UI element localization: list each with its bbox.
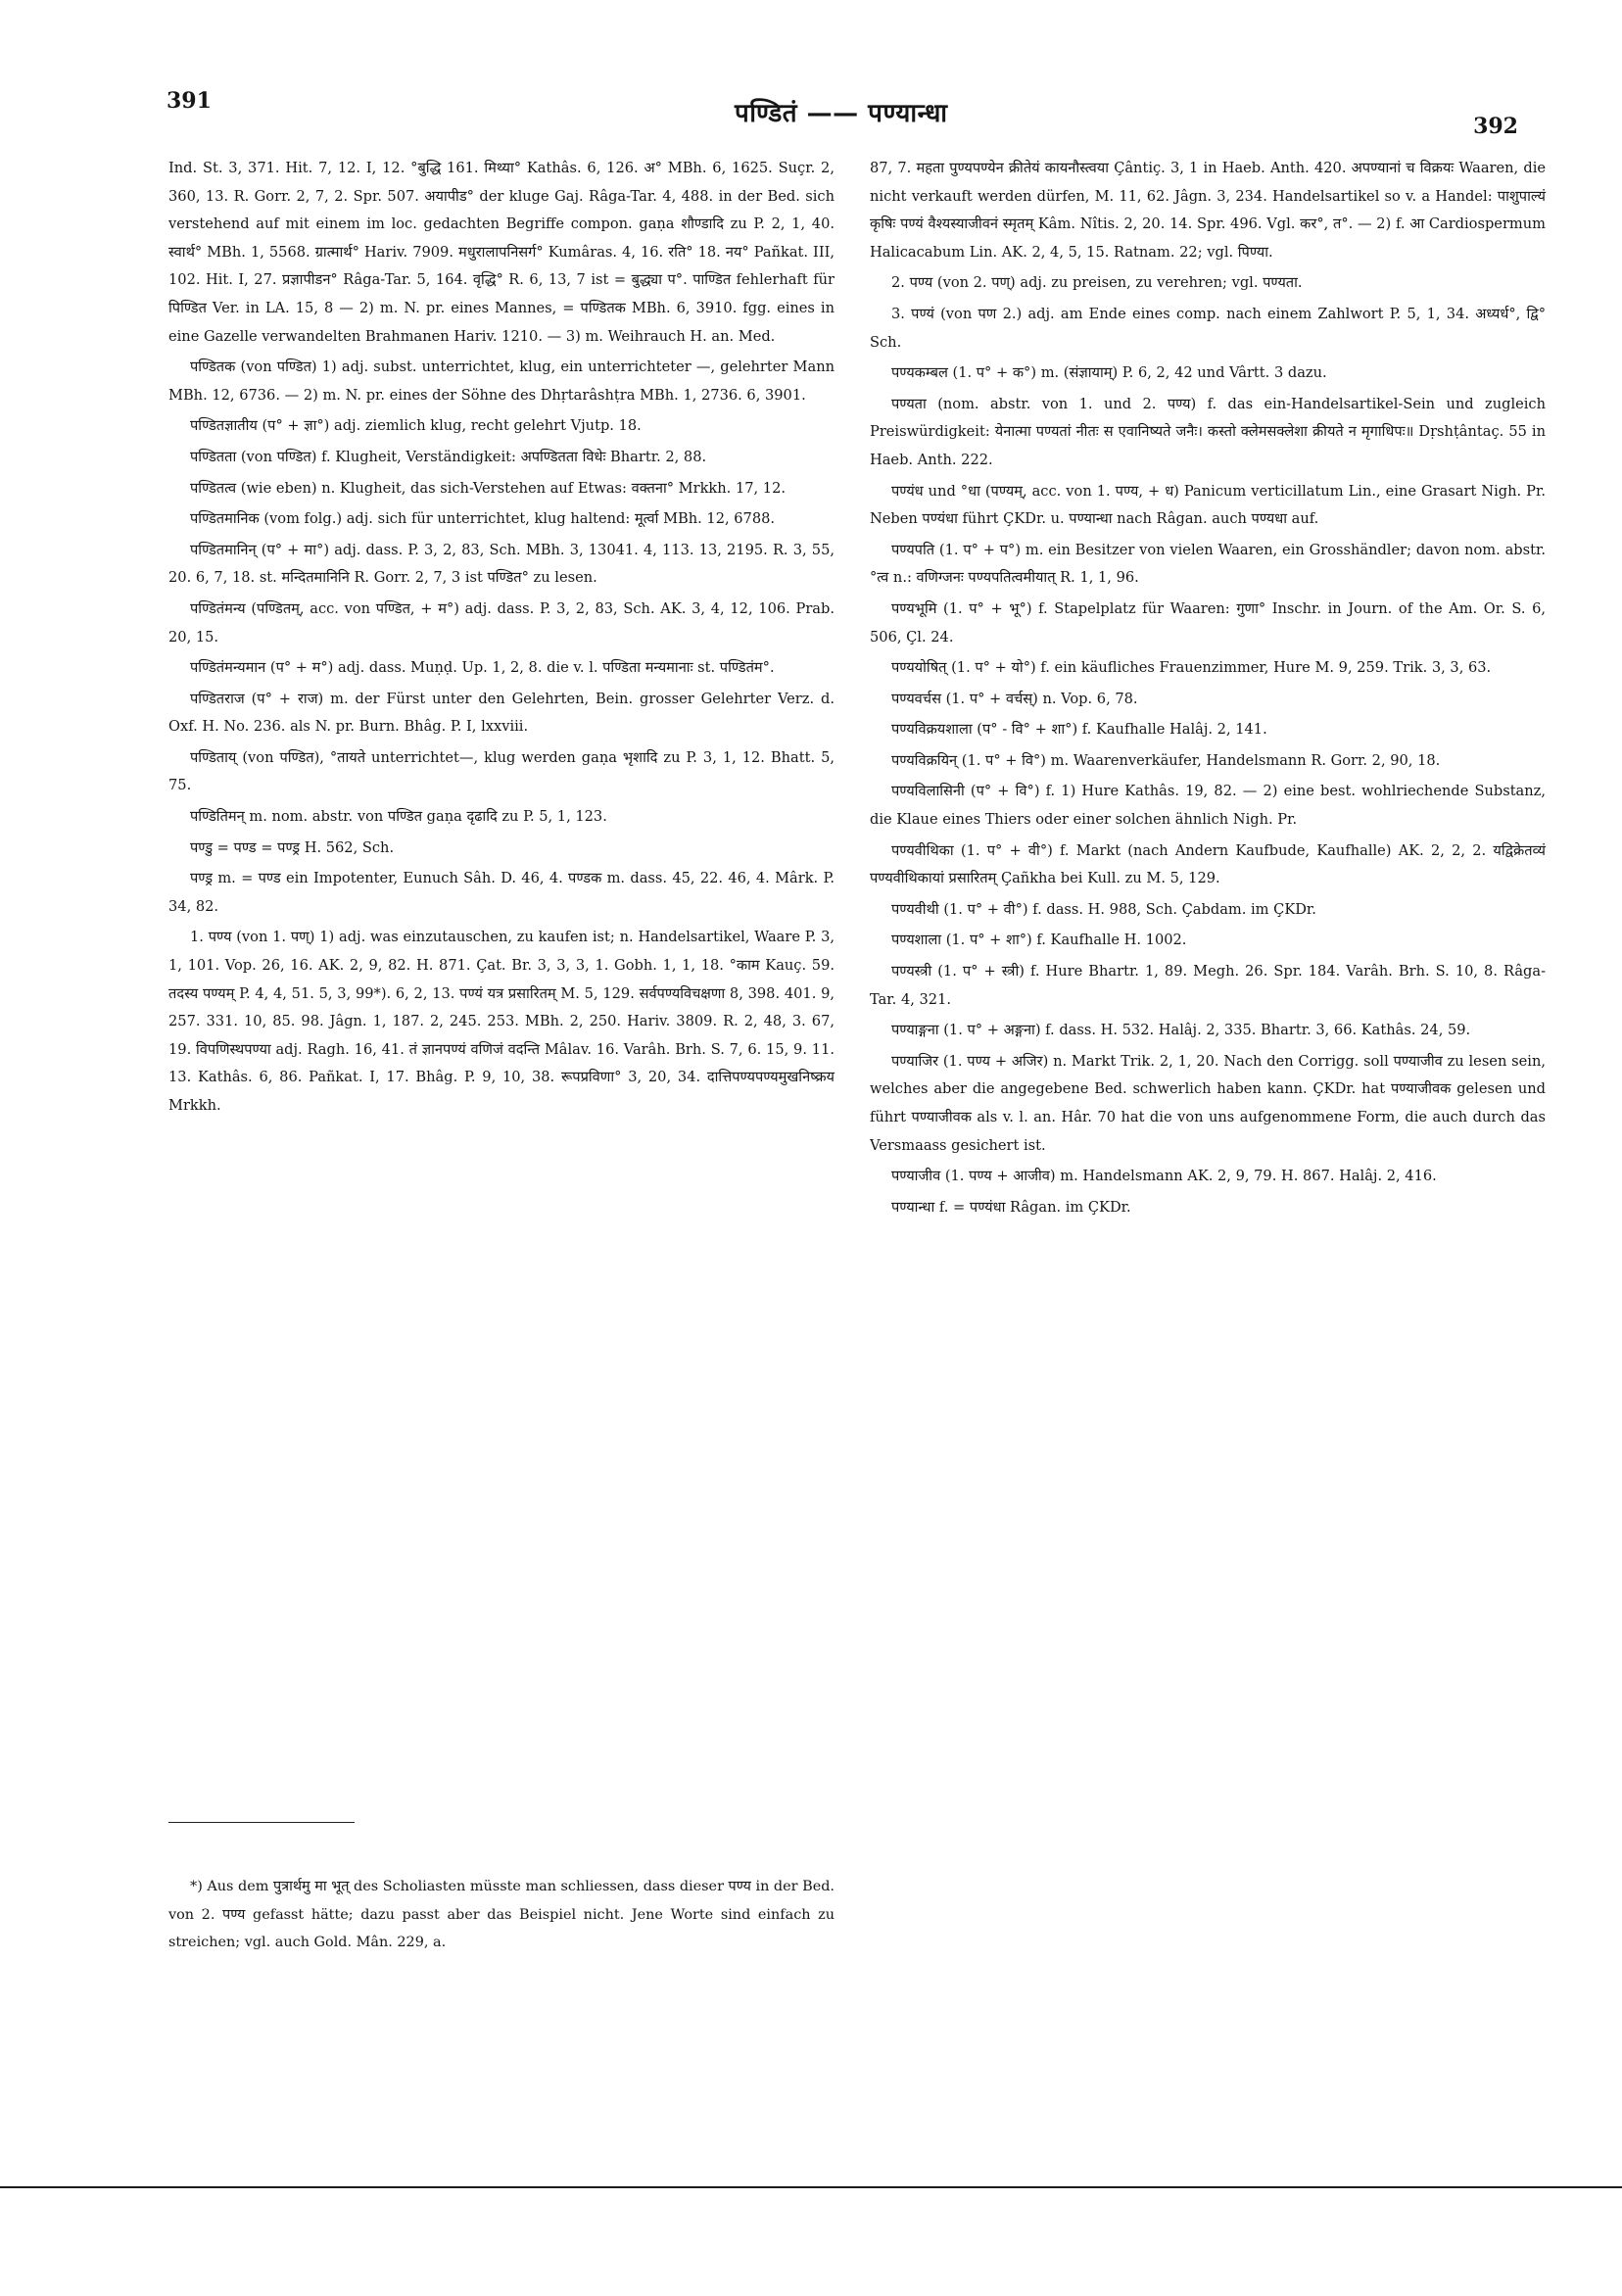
dictionary-entry: पण्यभूमि (1. प° + भू°) f. Stapelplatz für Waaren: गुणा° Inschr. in Journ. of the Am. Or. S. 6, 506, Çl. 24. xyxy=(870,599,1546,646)
dictionary-entry: पण्यवीथिका (1. प° + वी°) f. Markt (nach Andern Kaufbude, Kaufhalle) AK. 2, 2, 2. यद्विक्रेतव्यं पण्यवीथिकायां प्रसारितम् Çañkha bei Kull. zu M. 5, 129. xyxy=(870,841,1546,887)
page-bottom-rule xyxy=(0,2186,1622,2188)
dictionary-entry: पण्यविक्रयशाला (प° - वि° + शा°) f. Kaufhalle Halâj. 2, 141. xyxy=(891,721,1267,739)
dictionary-entry: पण्याजीव (1. पण्य + आजीव) m. Handelsmann AK. 2, 9, 79. H. 867. Halâj. 2, 416. xyxy=(891,1168,1437,1185)
dictionary-entry: पण्यंध und °धा (पण्यम्, acc. von 1. पण्य, + ध) Panicum verticillatum Lin., eine Grasart Nigh. Pr. Neben पण्यंधा führt ÇKDr. u. पण्यान्धा nach Râgan. auch पण्यधा auf. xyxy=(870,482,1546,528)
dictionary-entry: 2. पण्य (von 2. पण्) adj. zu preisen, zu verehren; vgl. पण्यता. xyxy=(891,274,1303,292)
dictionary-entry: 87, 7. महता पुण्यपण्येन क्रीतेयं कायनौस्त्वया Çântiç. 3, 1 in Haeb. Anth. 420. अपण्यानां च विक्रयः Waaren, die nicht verkauft werden dürfen, M. 11, 62. Jâgn. 3, 234. Handelsartikel so v. a Handel: पाशुपाल्यं कृषिः पण्यं वैश्यस्याजीवनं स्मृतम् Kâm. Nîtis. 2, 20. 14. Spr. 496. Vgl. कर°, त°. — 2) f. आ Cardiospermum Halicacabum Lin. AK. 2, 4, 5, 15. Ratnam. 22; vgl. पिण्या. xyxy=(870,160,1546,261)
page-header xyxy=(167,88,1518,137)
dictionary-entry: पण्यान्धा f. = पण्यंधा Râgan. im ÇKDr. xyxy=(891,1198,1131,1216)
right-column xyxy=(870,155,1546,1224)
dictionary-entry: पण्यपति (1. प° + प°) m. ein Besitzer von vielen Waaren, ein Grosshändler; davon nom. abstr. °त्व n.: वणिग्जनः पण्यपतित्वमीयात् R. 1, 1, 96. xyxy=(870,541,1546,587)
dictionary-entry: पण्डितता (von पण्डित) f. Klugheit, Verständigkeit: अपण्डितता विधेः Bhartr. 2, 88. xyxy=(190,448,707,465)
left-column xyxy=(168,155,835,1124)
dictionary-entry: पण्डितत्व (wie eben) n. Klugheit, das sich-Verstehen auf Etwas: वक्तना° Mrkkh. 17, 12. xyxy=(190,479,787,497)
dictionary-entry: Ind. St. 3, 371. Hit. 7, 12. I, 12. °बुद्धि 161. मिथ्या° Kathâs. 6, 126. अ° MBh. 6, 1625. Suçr. 2, 360, 13. R. Gorr. 2, 7, 2. Spr. 507. अयापीड° der kluge Gaj. Râga-Tar. 4, 488. in der Bed. sich verstehend auf mit einem im loc. gedachten Begriffe compon. gaṇa शौण्डादि zu P. 2, 1, 40. स्वार्थ° MBh. 1, 5568. ग्रात्मार्थ° Hariv. 7909. मधुरालापनिसर्ग° Kumâras. 4, 16. रति° 18. नय° Pañkat. III, 102. Hit. I, 27. प्रज्ञापीडन° Râga-Tar. 5, 164. वृद्धि° R. 6, 13, 7 ist = बुद्ध्या प°. पाण्डित fehlerhaft für पिण्डित Ver. in LA. 15, 8 — 2) m. N. pr. eines Mannes, = पण्डितक MBh. 6, 3910. fgg. eines in eine Gazelle verwandelten Brahmanen Hariv. 1210. — 3) m. Weihrauch H. an. Med. xyxy=(168,160,835,345)
running-title: पण्डितं —— पण्यान्धा xyxy=(735,99,948,128)
page-number-left: 391 xyxy=(167,88,212,114)
dictionary-entry: पण्याजिर (1. पण्य + अजिर) n. Markt Trik. 2, 1, 20. Nach den Corrigg. soll पण्याजीव zu lesen sein, welches aber die angegebene Bed. schwerlich haben kann. ÇKDr. hat पण्याजीवक gelesen und führt पण्याजीवक als v. l. an. Hâr. 70 hat die von uns aufgenommene Form, die auch durch das Versmaass gesichert ist. xyxy=(870,1052,1546,1154)
dictionary-entry: पण्डितज्ञातीय (प° + ज्ञा°) adj. ziemlich klug, recht gelehrt Vjutp. 18. xyxy=(190,417,642,435)
dictionary-entry: पण्यशाला (1. प° + शा°) f. Kaufhalle H. 1002. xyxy=(891,932,1187,949)
footnote: *) Aus dem पुत्रार्थमु मा भूत् des Scholiasten müsste man schliessen, dass dieser पण्य in der Bed. von 2. पण्य gefasst hätte; dazu passt aber das Beispiel nicht. Jene Worte sind einfach zu streichen; vgl. auch Gold. Mân. 229, a. xyxy=(168,1879,835,1951)
dictionary-entry: पण्डितक (von पण्डित) 1) adj. subst. unterrichtet, klug, ein unterrichteter —, gelehrter Mann MBh. 12, 6736. — 2) m. N. pr. eines der Söhne des Dhṛtarâshṭra MBh. 1, 2736. 6, 3901. xyxy=(168,359,835,404)
dictionary-entry: पण्डितंमन्य (पण्डितम्, acc. von पण्डित, + म°) adj. dass. P. 3, 2, 83, Sch. AK. 3, 4, 12, 106. Prab. 20, 15. xyxy=(168,599,835,646)
dictionary-entry: पण्यवर्चस (1. प° + वर्चस्) n. Vop. 6, 78. xyxy=(891,690,1138,707)
dictionary-entry: पण्याङ्गना (1. प° + अङ्गना) f. dass. H. 532. Halâj. 2, 335. Bhartr. 3, 66. Kathâs. 24, 59. xyxy=(891,1022,1471,1039)
dictionary-entry: पण्डितराज (प° + राज) m. der Fürst unter den Gelehrten, Bein. grosser Gelehrter Verz. d. Oxf. H. No. 236. als N. pr. Burn. Bhâg. P. I, lxxviii. xyxy=(168,690,835,736)
dictionary-entry: पण्यविलासिनी (प° + वि°) f. 1) Hure Kathâs. 19, 82. — 2) eine best. wohlriechende Substanz, die Klaue eines Thiers oder einer solchen ähnlich Nigh. Pr. xyxy=(870,783,1546,829)
dictionary-entry: पण्यस्त्री (1. प° + स्त्री) f. Hure Bhartr. 1, 89. Megh. 26. Spr. 184. Varâh. Brh. S. 10, 8. Râga-Tar. 4, 321. xyxy=(870,963,1546,1008)
dictionary-entry: पण्यकम्बल (1. प° + क°) m. (संज्ञायाम्) P. 6, 2, 42 und Vârtt. 3 dazu. xyxy=(891,364,1327,382)
dictionary-entry: पण्डितमानिन् (प° + मा°) adj. dass. P. 3, 2, 83, Sch. MBh. 3, 13041. 4, 113. 13, 2195. R. 3, 55, 20. 6, 7, 18. st. मन्दितमानिनि R. Gorr. 2, 7, 3 ist पण्डित° zu lesen. xyxy=(168,541,835,587)
dictionary-entry: 1. पण्य (von 1. पण्) 1) adj. was einzutauschen, zu kaufen ist; n. Handelsartikel, Waare P. 3, 1, 101. Vop. 26, 16. AK. 2, 9, 82. H. 871. Çat. Br. 3, 3, 3, 1. Gobh. 1, 1, 18. °काम Kauç. 59. तदस्य पण्यम् P. 4, 4, 51. 5, 3, 99*). 6, 2, 13. पण्यं यत्र प्रसारितम् M. 5, 129. सर्वपण्यविचक्षणा 8, 398. 401. 9, 257. 331. 10, 85. 98. Jâgn. 1, 187. 2, 245. 253. MBh. 2, 250. Hariv. 3809. R. 2, 48, 3. 67, 19. विपणिस्थपण्या adj. Ragh. 16, 41. तं ज्ञानपण्यं वणिजं वदन्ति Mâlav. 16. Varâh. Brh. S. 7, 6. 15, 9. 11. 13. Kathâs. 6, 86. Pañkat. I, 17. Bhâg. P. 9, 10, 38. रूपप्रविणा° 3, 20, 34. दात्तिपण्यपण्यमुखनिष्क्रय Mrkkh. xyxy=(168,929,835,1114)
dictionary-entry: पण्डितंमन्यमान (प° + म°) adj. dass. Muṇḍ. Up. 1, 2, 8. die v. l. पण्डिता मन्यमानाः st. पण्डितंम°. xyxy=(190,659,775,677)
dictionary-entry: पण्ययोषित् (1. प° + यो°) f. ein käufliches Frauenzimmer, Hure M. 9, 259. Trik. 3, 3, 63. xyxy=(891,659,1492,677)
dictionary-entry: पण्ड्र m. = पण्ड ein Impotenter, Eunuch Sâh. D. 46, 4. पण्डक m. dass. 45, 22. 46, 4. Mârk. P. 34, 82. xyxy=(168,870,835,915)
footnote-divider xyxy=(168,1822,355,1823)
dictionary-entry: पण्डितिमन् m. nom. abstr. von पण्डित gaṇa दृढादि zu P. 5, 1, 123. xyxy=(190,808,607,826)
dictionary-entry: पण्डिताय् (von पण्डित), °तायते unterrichtet—, klug werden gaṇa भृशादि zu P. 3, 1, 12. Bhatt. 5, 75. xyxy=(168,748,835,794)
dictionary-entry: 3. पण्यं (von पण 2.) adj. am Ende eines comp. nach einem Zahlwort P. 5, 1, 34. अध्यर्ध°, द्वि° Sch. xyxy=(870,305,1546,351)
dictionary-entry: पण्यता (nom. abstr. von 1. und 2. पण्य) f. das ein-Handelsartikel-Sein und zugleich Preiswürdigkeit: येनात्मा पण्यतां नीतः स एवानिष्यते जनैः। कस्तो क्लेमसक्लेशा क्रीयते न मृगाधिपः॥ Dṛshṭântaç. 55 in Haeb. Anth. 222. xyxy=(870,395,1546,468)
dictionary-entry: पण्यवीथी (1. प° + वी°) f. dass. H. 988, Sch. Çabdam. im ÇKDr. xyxy=(891,900,1316,918)
page-number-right: 392 xyxy=(1473,114,1518,139)
dictionary-entry: पण्यविक्रयिन् (1. प° + वि°) m. Waarenverkäufer, Handelsmann R. Gorr. 2, 90, 18. xyxy=(891,751,1441,769)
dictionary-entry: पण्डितमानिक (vom folg.) adj. sich für unterrichtet, klug haltend: मूर्त्वा MBh. 12, 6788. xyxy=(190,510,776,528)
dictionary-entry: पण्डु = पण्ड = पण्ड्र H. 562, Sch. xyxy=(190,838,395,856)
